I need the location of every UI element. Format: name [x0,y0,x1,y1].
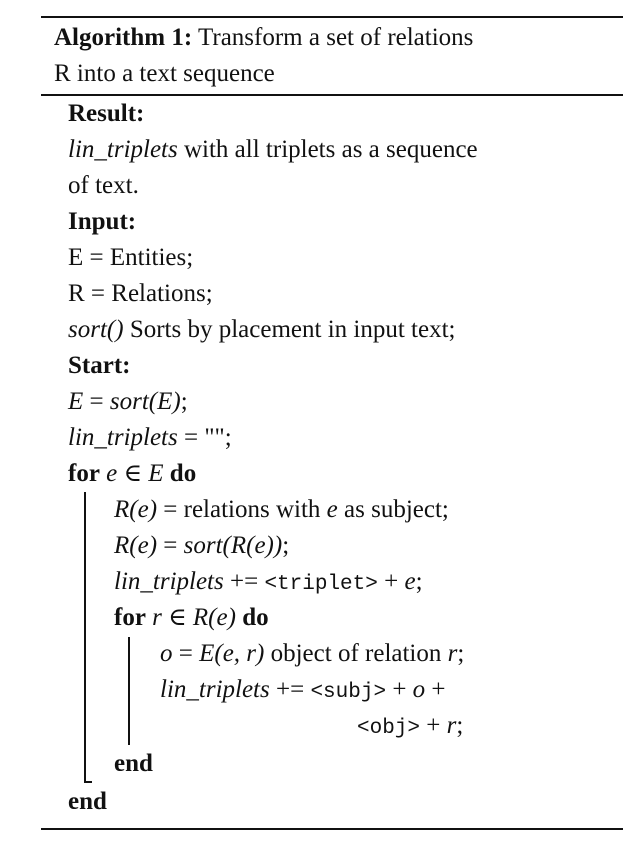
algorithm-title: Transform a set of relations [197,24,474,51]
inner-body-line2 [160,674,446,706]
inner-l2-plus1: + [386,676,413,703]
inner-l1-op: = [172,640,200,667]
start-line1-end: ; [180,388,188,415]
inner-for-keyword: for [114,604,146,631]
subj-token: <subj> [310,681,387,704]
outer-l3-var: lin_triplets [114,568,224,595]
outer-l2-rhs: sort(R(e)) [183,532,283,559]
outer-l1-mid: = relations with [157,496,327,523]
inner-body-line1 [160,638,464,670]
start-line2-var: lin_triplets [68,424,178,451]
bottom-rule [41,828,623,830]
inner-for-condition: r ∈ R(e) [152,604,236,631]
input-sort-line [68,314,455,346]
algorithm-caption-line2 [54,58,275,90]
outer-l2-end: ; [282,532,290,559]
caption-rule [41,94,623,96]
inner-l3-r: r [446,712,457,739]
algorithm-label: Algorithm 1: [54,24,193,51]
result-var: lin_triplets [68,136,178,163]
outer-l1-end: as subject; [337,496,449,523]
outer-for-line [68,458,196,490]
input-label: Input: [68,208,137,235]
inner-end-keyword: end [114,750,153,777]
inner-loop-bar [128,637,130,745]
outer-l3-plus: + [377,568,405,595]
start-line1-op: = [83,388,110,415]
inner-l1-mid: object of relation [264,640,448,667]
inner-l3-plus: + [420,712,447,739]
inner-do-keyword: do [242,604,269,631]
outer-loop-tick [84,781,92,783]
result-text1: with all triplets as a sequence [183,136,478,163]
start-line1 [68,386,188,418]
outer-l2-lhs: R(e) [114,532,158,559]
sort-description: Sorts by placement in input text; [129,316,456,343]
start-label: Start: [68,352,131,379]
outer-l1-lhs: R(e) [114,496,158,523]
outer-do-keyword: do [169,460,197,487]
inner-l1-rhs: E(e, r) [199,640,265,667]
inner-l1-r: r [447,640,458,667]
outer-for-keyword: for [68,460,100,487]
algorithm-title-cont: R into a text sequence [54,60,275,87]
input-e-def: E = Entities; [68,244,194,271]
outer-body-line3 [114,566,423,598]
inner-l2-plus2: + [425,676,446,703]
result-line1 [68,134,478,166]
outer-end-keyword: end [68,788,107,815]
outer-body-line2 [114,530,289,562]
start-line1-rhs: sort(E) [109,388,181,415]
outer-body-line1 [114,494,449,526]
outer-l3-end: ; [415,568,423,595]
outer-l3-e: e [404,568,416,595]
inner-for-line [114,602,269,634]
inner-l2-var: lin_triplets [160,676,270,703]
result-line2: of text. [68,172,139,199]
outer-l3-op: += [223,568,265,595]
inner-l2-o: o [412,676,426,703]
triplet-token: <triplet> [264,573,378,596]
inner-l1-lhs: o [160,640,173,667]
outer-for-condition: e ∈ E [106,460,164,487]
input-r-def: R = Relations; [68,280,213,307]
start-line2 [68,422,232,454]
inner-l2-op: += [269,676,311,703]
inner-body-line3 [357,710,463,742]
start-line1-lhs: E [68,388,84,415]
top-rule [41,16,623,18]
inner-l1-end: ; [457,640,465,667]
outer-loop-bar [84,492,86,782]
result-label: Result: [68,100,145,127]
start-line2-rest: = ""; [177,424,232,451]
obj-token: <obj> [357,717,421,740]
algorithm-caption-line1 [54,22,473,54]
inner-l3-end: ; [456,712,464,739]
outer-l2-op: = [157,532,184,559]
sort-function: sort() [68,316,124,343]
outer-l1-e: e [326,496,338,523]
